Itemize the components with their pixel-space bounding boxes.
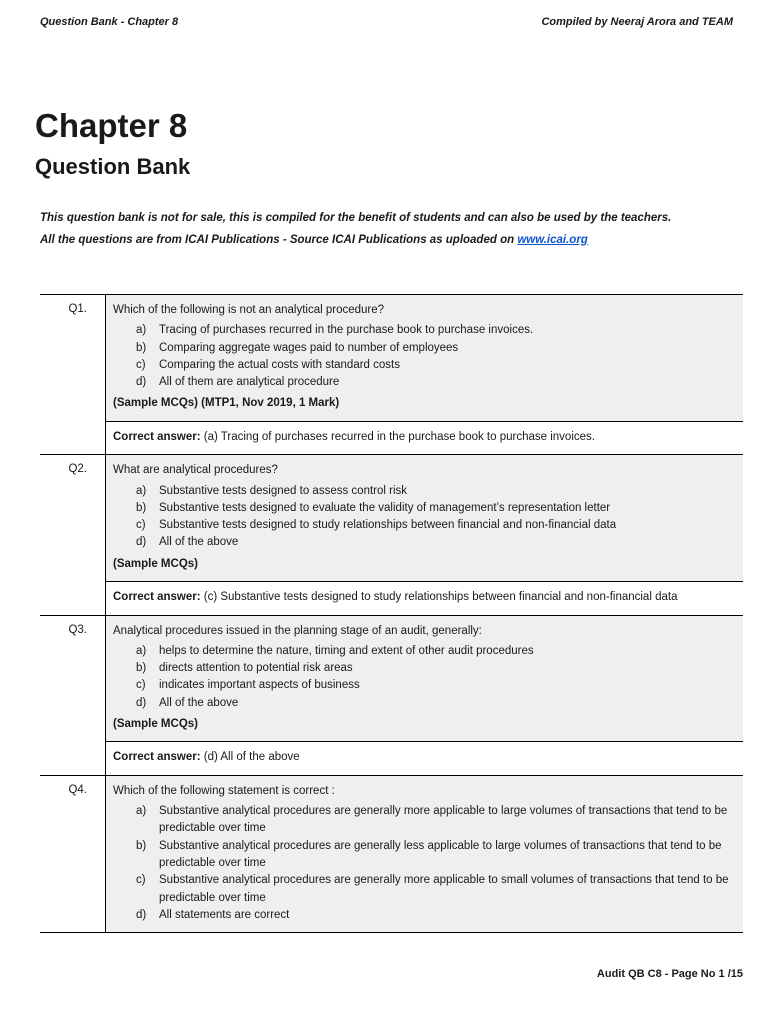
option-item [113, 838, 735, 873]
option-label: d) [136, 696, 147, 709]
option-text: All of the above [159, 696, 239, 709]
option-list [113, 322, 735, 391]
intro-line-2-text: All the questions are from ICAI Publications - Source ICAI Publications as uploaded on [40, 233, 518, 246]
option-item [113, 322, 735, 339]
option-list [113, 483, 735, 552]
option-item [113, 517, 735, 534]
option-text: Substantive analytical procedures are generally more applicable to small volumes of transactions that tend to be predictable over time [159, 874, 729, 904]
option-item [113, 534, 735, 551]
answer-text: (d) All of the above [200, 751, 300, 764]
option-text: Comparing aggregate wages paid to number of employees [159, 341, 459, 354]
question-number: Q4. [40, 776, 106, 932]
question-row [40, 776, 743, 933]
question-body [106, 616, 743, 775]
option-text: directs attention to potential risk areas [159, 662, 353, 675]
option-text: Comparing the actual costs with standard costs [159, 358, 400, 371]
icai-link[interactable]: www.icai.org [517, 233, 588, 246]
question-source: (Sample MCQs) [113, 718, 198, 731]
option-label: a) [136, 644, 147, 657]
question-block [106, 776, 743, 932]
option-label: d) [136, 908, 147, 921]
running-header-left: Question Bank - Chapter 8 [40, 16, 179, 28]
intro-note [40, 208, 750, 251]
question-table [40, 294, 743, 933]
question-row [40, 455, 743, 615]
option-text: Substantive analytical procedures are generally less applicable to large volumes of transactions that tend to be predictable over time [159, 839, 722, 870]
option-item [113, 500, 735, 517]
option-text: indicates important aspects of business [159, 679, 360, 692]
page-footer: Audit QB C8 - Page No 1 /15 [596, 968, 743, 980]
option-label: a) [136, 805, 147, 818]
option-item [113, 340, 735, 357]
question-body [106, 295, 743, 454]
option-text: Substantive tests designed to study relationships between financial and non-financial data [159, 519, 617, 532]
option-label: d) [136, 536, 147, 549]
question-source: (Sample MCQs) [113, 557, 198, 570]
chapter-subtitle: Question Bank [35, 154, 191, 179]
question-body [106, 776, 743, 932]
option-label: a) [136, 324, 147, 337]
intro-line-2 [40, 230, 750, 252]
running-header-right: Compiled by Neeraj Arora and TEAM [541, 16, 733, 28]
question-body [106, 455, 743, 614]
option-text: All of them are analytical procedure [159, 376, 340, 389]
option-text: Substantive tests designed to evaluate the validity of management’s representation letter [159, 501, 611, 514]
option-item [113, 803, 735, 838]
option-item [113, 483, 735, 500]
option-item [113, 660, 735, 677]
correct-answer [106, 581, 743, 615]
option-label: c) [136, 358, 146, 371]
intro-line-1: This question bank is not for sale, this is compiled for the benefit of students and can also be used by the teachers. [40, 212, 672, 224]
question-number: Q2. [40, 455, 106, 614]
correct-answer [106, 421, 743, 455]
answer-label: Correct answer: [113, 591, 201, 604]
question-text: Analytical procedures issued in the planning stage of an audit, generally: [113, 624, 482, 637]
question-row [40, 616, 743, 776]
question-block [106, 616, 743, 742]
question-block [106, 455, 743, 581]
option-item [113, 374, 735, 391]
answer-label: Correct answer: [113, 751, 201, 764]
option-label: c) [136, 679, 146, 692]
option-text: helps to determine the nature, timing and extent of other audit procedures [159, 644, 534, 657]
question-number: Q1. [40, 295, 106, 454]
option-text: All statements are correct [159, 908, 290, 921]
option-label: b) [136, 839, 147, 852]
option-item [113, 695, 735, 712]
question-number: Q3. [40, 616, 106, 775]
option-item [113, 677, 735, 694]
option-text: Substantive analytical procedures are generally more applicable to large volumes of transactions that tend to be predictable over time [159, 805, 728, 835]
chapter-title: Chapter 8 [35, 107, 188, 144]
option-item [113, 907, 735, 924]
question-text: What are analytical procedures? [113, 464, 278, 477]
question-block [106, 295, 743, 421]
option-text: All of the above [159, 536, 239, 549]
option-label: a) [136, 484, 147, 497]
answer-text: (a) Tracing of purchases recurred in the purchase book to purchase invoices. [200, 430, 595, 443]
question-text: Which of the following statement is correct : [113, 784, 335, 797]
option-item [113, 872, 735, 907]
correct-answer [106, 741, 743, 775]
option-label: c) [136, 874, 146, 887]
question-text: Which of the following is not an analytical procedure? [113, 304, 385, 316]
answer-text: (c) Substantive tests designed to study relationships between financial and non-financial data [200, 591, 678, 604]
option-list [113, 643, 735, 712]
option-label: b) [136, 501, 147, 514]
option-item [113, 643, 735, 660]
option-text: Substantive tests designed to assess control risk [159, 484, 408, 497]
option-label: c) [136, 519, 146, 532]
question-source: (Sample MCQs) (MTP1, Nov 2019, 1 Mark) [113, 397, 340, 410]
question-row [40, 295, 743, 455]
option-label: d) [136, 376, 147, 389]
option-item [113, 357, 735, 374]
option-text: Tracing of purchases recurred in the purchase book to purchase invoices. [159, 324, 534, 337]
option-label: b) [136, 662, 147, 675]
answer-label: Correct answer: [113, 430, 201, 443]
option-label: b) [136, 341, 147, 354]
option-list [113, 803, 735, 924]
